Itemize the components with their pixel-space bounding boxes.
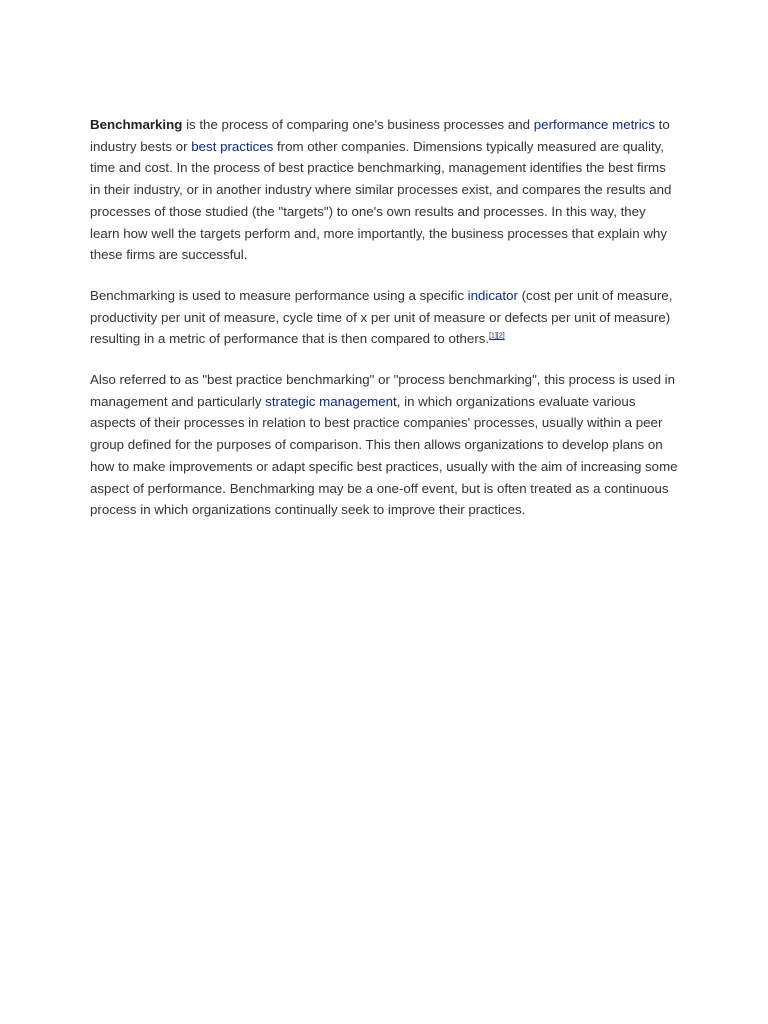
link-strategic-management[interactable]: strategic management (265, 393, 397, 409)
link-best-practices[interactable]: best practices (191, 138, 274, 154)
link-indicator[interactable]: indicator (467, 287, 518, 303)
article-body (90, 114, 678, 540)
citation-reference[interactable]: [1][2] (489, 332, 505, 340)
link-performance-metrics[interactable]: performance metrics (533, 117, 655, 132)
paragraph-measurement (90, 285, 678, 350)
paragraph-text: Benchmarking is used to measure performance using a specific (90, 287, 468, 303)
paragraph-text: (cost per unit of measure, productivity per unit of measure, cycle time of x per unit of measure or defects per unit of measure) resulting in a metric of performance that is then compared to others. (90, 287, 673, 347)
paragraph-text: Also referred to as "best practice benchmarking" or "process benchmarking", this process is used in management and particularly (90, 372, 676, 409)
paragraph-text: from other companies. Dimensions typically measured are quality, time and cost. In the process of best practice benchmarking, management identifies the best firms in their industry, or in another industry where similar processes exist, and compares the results and processes of those studied (the "targets") to one's own results and processes. In this way, they learn how well the targets perform and, more importantly, the business processes that explain why these firms are successful. (90, 138, 672, 263)
term-benchmarking: Benchmarking (90, 117, 183, 132)
paragraph-text: is the process of comparing one's business processes and (182, 117, 534, 132)
paragraph-definition (90, 114, 678, 266)
paragraph-best-practice (90, 369, 678, 521)
paragraph-text: to industry bests or (90, 117, 670, 154)
paragraph-text: , in which organizations evaluate various aspects of their processes in relation to best practice companies' processes, usually within a peer group defined for the purposes of comparison. This then allows organizations to develop plans on how to make improvements or adapt specific best practices, usually with the aim of increasing some aspect of performance. Benchmarking may be a one-off event, but is often treated as a continuous process in which organizations continually seek to improve their practices. (90, 393, 678, 518)
